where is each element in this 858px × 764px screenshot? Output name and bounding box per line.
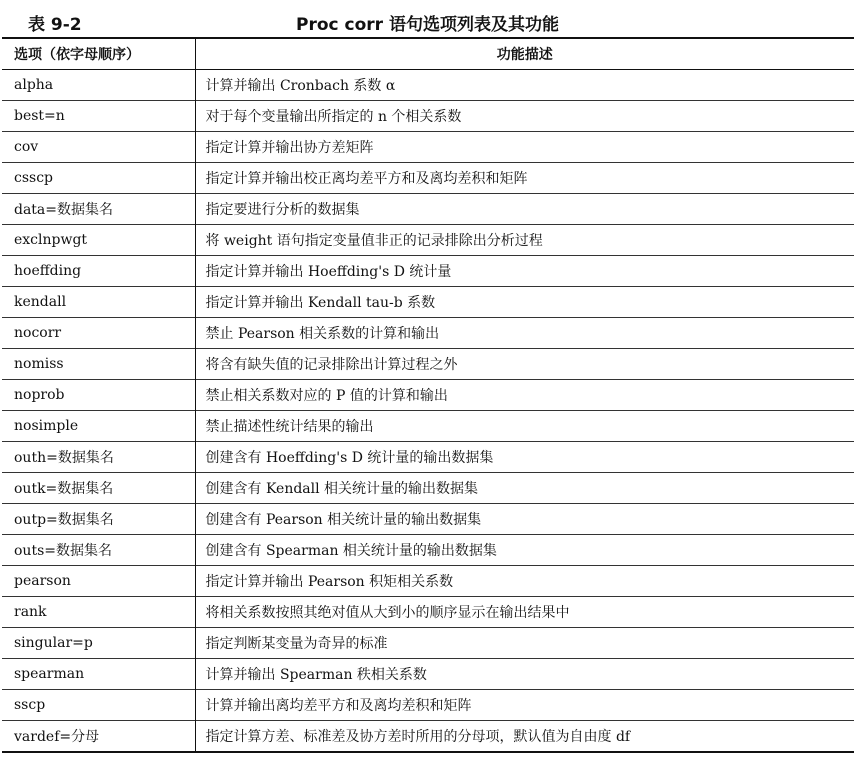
table-row	[2, 287, 854, 318]
option-cell: spearman	[2, 659, 195, 690]
table-row	[2, 70, 854, 101]
description-cell: 将 weight 语句指定变量值非正的记录排除出分析过程	[195, 225, 854, 256]
table-title: Proc corr 语句选项列表及其功能	[296, 15, 559, 35]
table-row	[2, 535, 854, 566]
table-row	[2, 411, 854, 442]
table-row	[2, 566, 854, 597]
option-cell: data=数据集名	[2, 194, 195, 225]
option-cell: outs=数据集名	[2, 535, 195, 566]
table-number: 表 9-2	[28, 15, 82, 35]
table-row	[2, 380, 854, 411]
description-cell: 指定计算并输出协方差矩阵	[195, 132, 854, 163]
table-row	[2, 690, 854, 721]
option-cell: alpha	[2, 70, 195, 101]
option-cell: exclnpwgt	[2, 225, 195, 256]
table-row	[2, 194, 854, 225]
description-cell: 禁止相关系数对应的 P 值的计算和输出	[195, 380, 854, 411]
table-row	[2, 442, 854, 473]
option-cell: cov	[2, 132, 195, 163]
option-cell: outk=数据集名	[2, 473, 195, 504]
option-column-header: 选项（依字母顺序）	[2, 38, 195, 70]
table-caption	[0, 6, 858, 36]
description-cell: 对于每个变量输出所指定的 n 个相关系数	[195, 101, 854, 132]
option-cell: outp=数据集名	[2, 504, 195, 535]
description-cell: 指定要进行分析的数据集	[195, 194, 854, 225]
table-row	[2, 318, 854, 349]
description-cell: 创建含有 Kendall 相关统计量的输出数据集	[195, 473, 854, 504]
option-cell: pearson	[2, 566, 195, 597]
table-row	[2, 101, 854, 132]
option-cell: vardef=分母	[2, 721, 195, 753]
option-cell: singular=p	[2, 628, 195, 659]
option-cell: nocorr	[2, 318, 195, 349]
description-cell: 指定计算并输出 Hoeffding's D 统计量	[195, 256, 854, 287]
description-cell: 计算并输出 Spearman 秩相关系数	[195, 659, 854, 690]
description-cell: 指定计算并输出 Kendall tau-b 系数	[195, 287, 854, 318]
description-cell: 计算并输出离均差平方和及离均差积和矩阵	[195, 690, 854, 721]
option-cell: sscp	[2, 690, 195, 721]
option-cell: hoeffding	[2, 256, 195, 287]
header-row	[2, 38, 854, 70]
description-cell: 创建含有 Pearson 相关统计量的输出数据集	[195, 504, 854, 535]
options-table	[2, 37, 854, 753]
table-row	[2, 349, 854, 380]
table-row	[2, 225, 854, 256]
table-row	[2, 473, 854, 504]
option-cell: rank	[2, 597, 195, 628]
option-cell: nosimple	[2, 411, 195, 442]
option-cell: noprob	[2, 380, 195, 411]
option-cell: best=n	[2, 101, 195, 132]
description-cell: 将相关系数按照其绝对值从大到小的顺序显示在输出结果中	[195, 597, 854, 628]
description-cell: 创建含有 Spearman 相关统计量的输出数据集	[195, 535, 854, 566]
table-row	[2, 721, 854, 753]
option-cell: nomiss	[2, 349, 195, 380]
table-row	[2, 504, 854, 535]
table-row	[2, 163, 854, 194]
description-cell: 指定计算并输出 Pearson 积矩相关系数	[195, 566, 854, 597]
table-row	[2, 256, 854, 287]
table-row	[2, 628, 854, 659]
description-cell: 计算并输出 Cronbach 系数 α	[195, 70, 854, 101]
table-row	[2, 132, 854, 163]
table-body	[2, 70, 854, 753]
description-cell: 创建含有 Hoeffding's D 统计量的输出数据集	[195, 442, 854, 473]
table-row	[2, 597, 854, 628]
table-row	[2, 659, 854, 690]
description-cell: 禁止描述性统计结果的输出	[195, 411, 854, 442]
description-cell: 指定判断某变量为奇异的标准	[195, 628, 854, 659]
option-cell: kendall	[2, 287, 195, 318]
description-column-header: 功能描述	[195, 38, 854, 70]
option-cell: outh=数据集名	[2, 442, 195, 473]
description-cell: 指定计算方差、标准差及协方差时所用的分母项，默认值为自由度 df	[195, 721, 854, 753]
option-cell: csscp	[2, 163, 195, 194]
description-cell: 禁止 Pearson 相关系数的计算和输出	[195, 318, 854, 349]
description-cell: 将含有缺失值的记录排除出计算过程之外	[195, 349, 854, 380]
description-cell: 指定计算并输出校正离均差平方和及离均差积和矩阵	[195, 163, 854, 194]
